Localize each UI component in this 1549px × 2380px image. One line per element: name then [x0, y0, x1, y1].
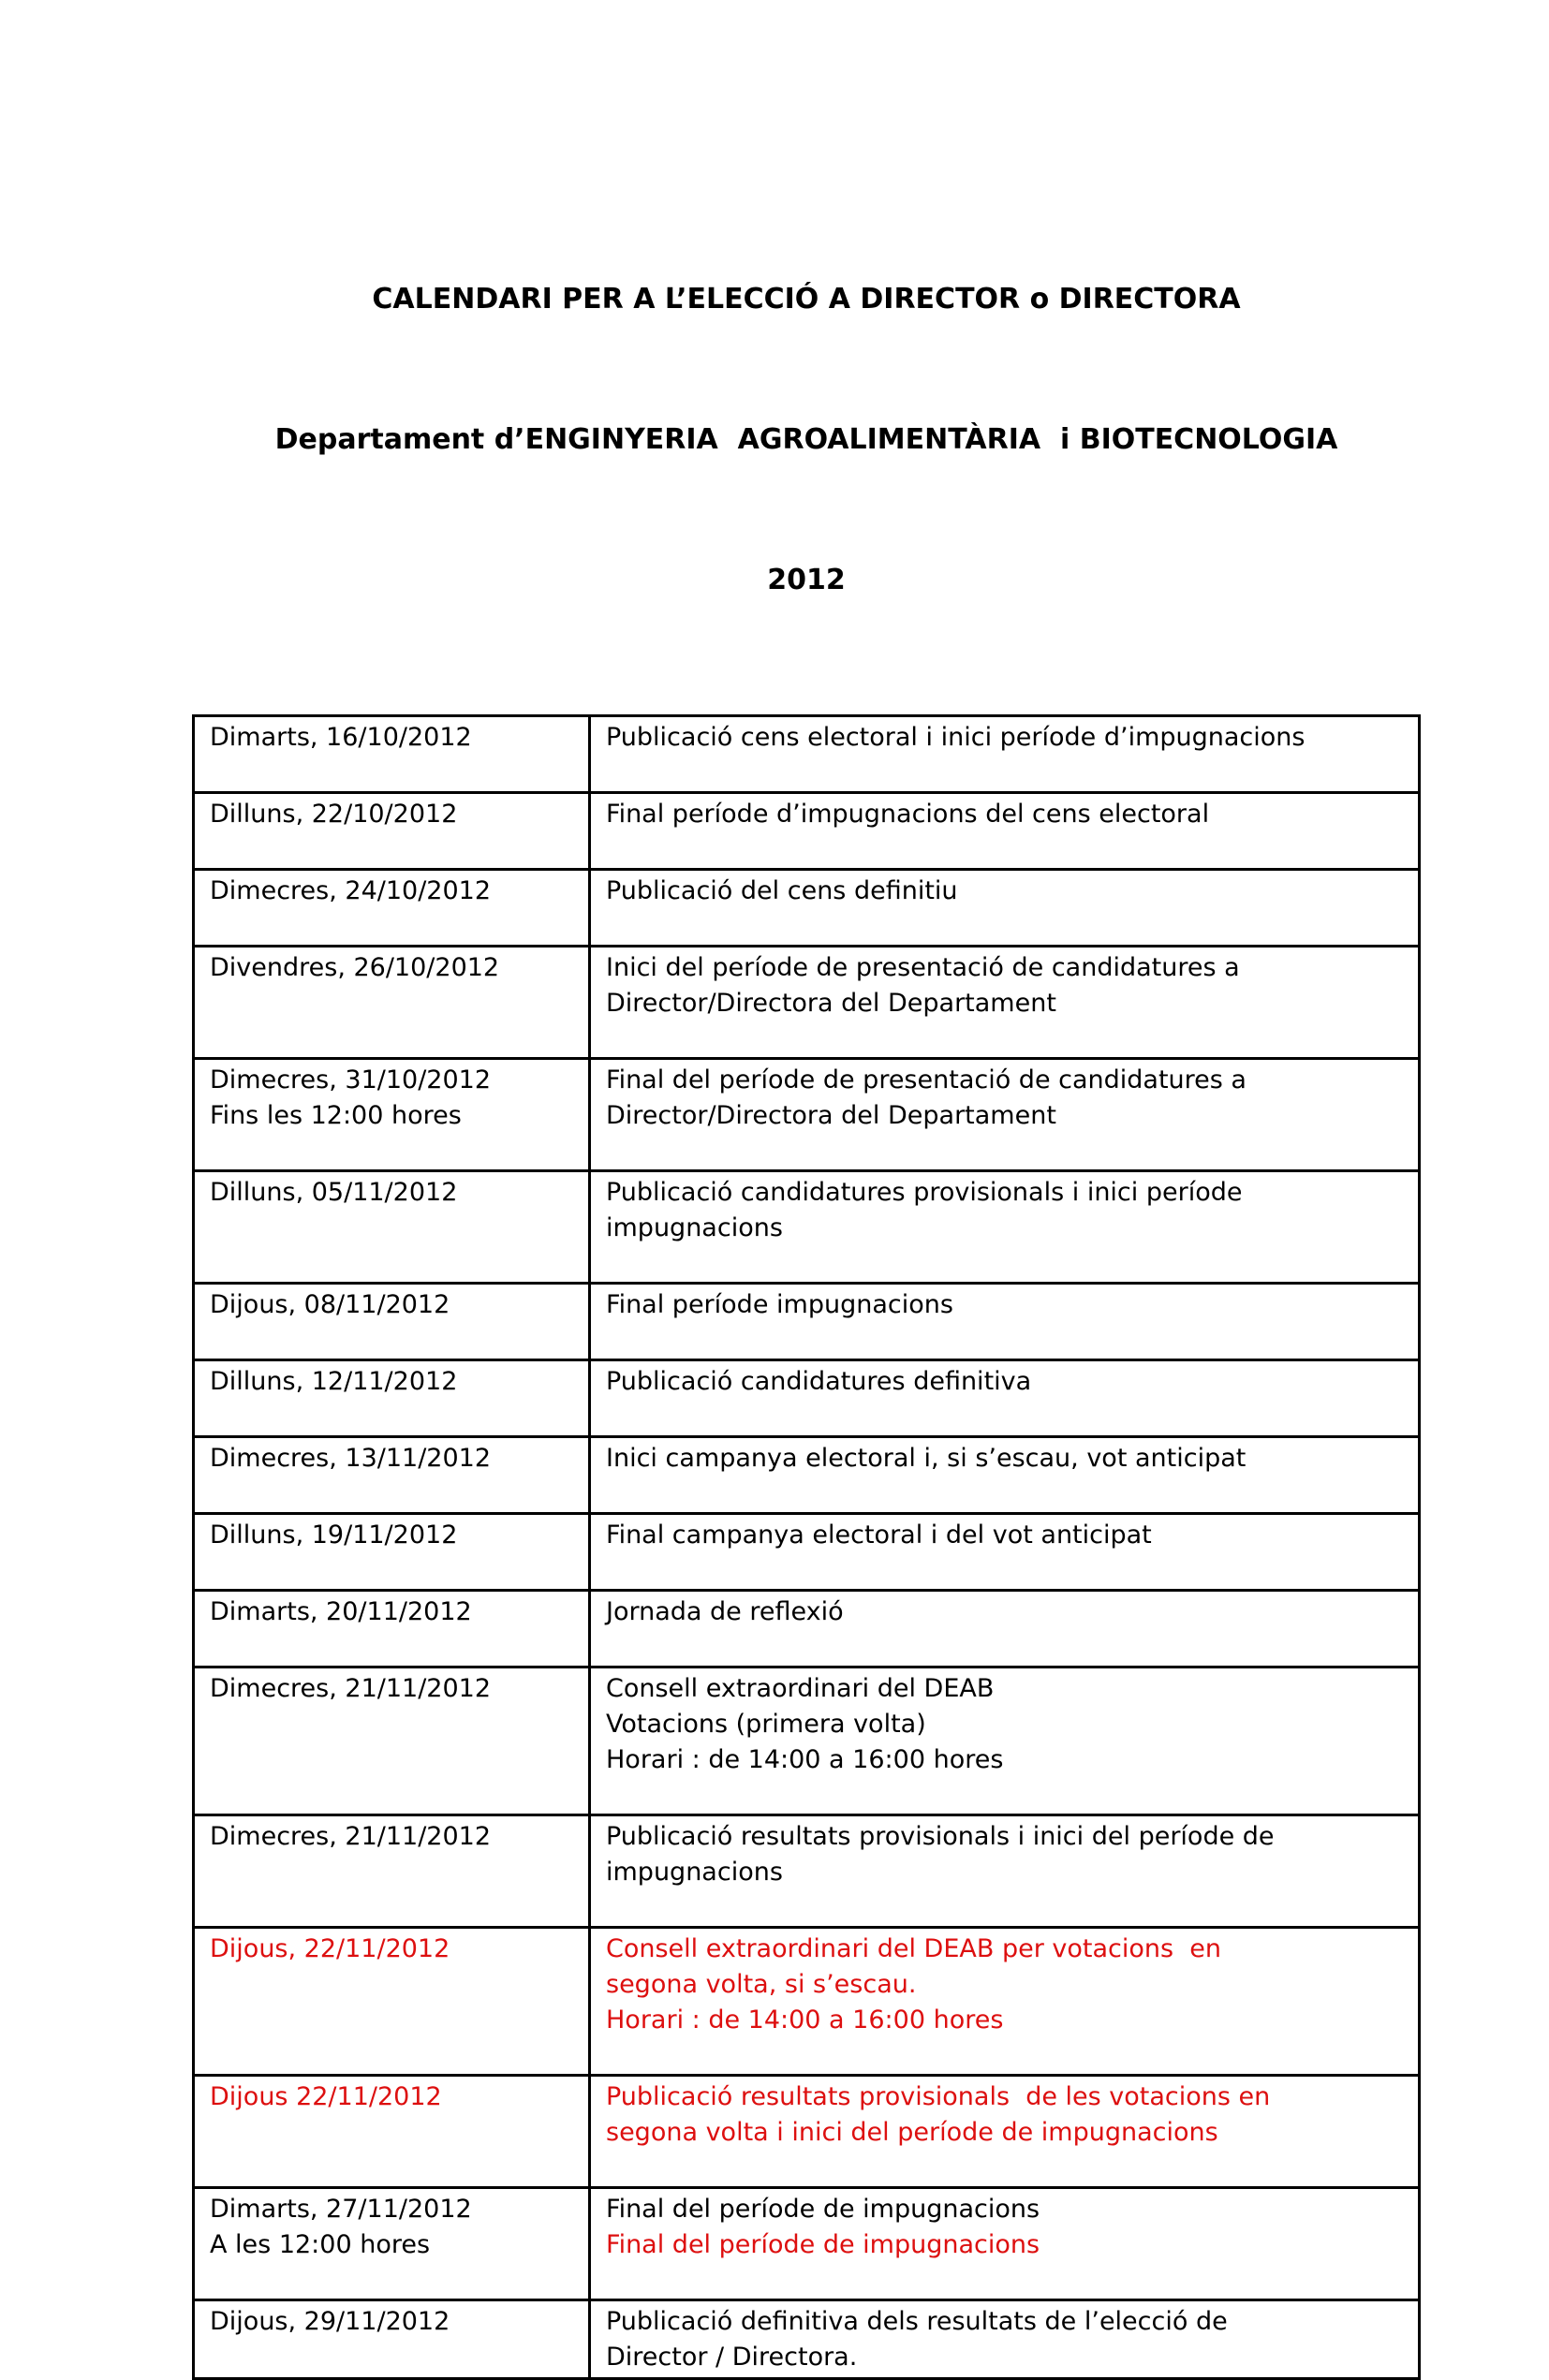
table-row: [194, 793, 1420, 870]
event-text: Final del període de presentació de candidatures a: [606, 1065, 1247, 1095]
event-cell: [590, 2188, 1420, 2300]
table-row: [194, 870, 1420, 947]
event-text: Director/Directora del Departament: [606, 989, 1056, 1018]
date-cell: [194, 1171, 590, 1284]
date-text: Dilluns, 05/11/2012: [210, 1178, 458, 1207]
election-calendar-table: [192, 714, 1421, 2380]
date-cell: [194, 2188, 590, 2300]
date-cell: [194, 716, 590, 793]
date-cell: [194, 1059, 590, 1171]
date-text: Dimecres, 21/11/2012: [210, 1822, 492, 1851]
event-text: Publicació candidatures provisionals i inici període: [606, 1178, 1243, 1207]
event-text: Jornada de reflexió: [606, 1597, 844, 1626]
event-text: Publicació resultats provisionals i inici del període de: [606, 1822, 1275, 1851]
date-text: Dimecres, 21/11/2012: [210, 1674, 492, 1703]
event-text: Publicació definitiva dels resultats de l’elecció de: [606, 2307, 1228, 2336]
event-cell: [590, 1437, 1420, 1514]
date-cell: [194, 1667, 590, 1815]
date-text: Fins les 12:00 hores: [210, 1101, 462, 1130]
event-cell: [590, 1928, 1420, 2076]
event-cell: [590, 2076, 1420, 2188]
date-text: Dilluns, 22/10/2012: [210, 800, 458, 829]
event-text: Director/Directora del Departament: [606, 1101, 1056, 1130]
table-row: [194, 1437, 1420, 1514]
date-text: Dimarts, 20/11/2012: [210, 1597, 472, 1626]
date-cell: [194, 793, 590, 870]
event-cell: [590, 1815, 1420, 1928]
table-row: [194, 1514, 1420, 1591]
date-text: Dimarts, 27/11/2012: [210, 2195, 472, 2224]
document-year: 2012: [767, 564, 846, 596]
event-cell: [590, 870, 1420, 947]
event-cell: [590, 1360, 1420, 1437]
event-text: impugnacions: [606, 1858, 783, 1887]
event-cell: [590, 1667, 1420, 1815]
table-row: [194, 2076, 1420, 2188]
event-text: Horari : de 14:00 a 16:00 hores: [606, 1745, 1004, 1774]
event-text: Final del període de impugnacions: [606, 2195, 1040, 2224]
calendar-table-body: [194, 716, 1420, 2379]
event-cell: [590, 1284, 1420, 1360]
event-text: Final període d’impugnacions del cens electoral: [606, 800, 1210, 829]
event-text: Votacions (primera volta): [606, 1710, 926, 1739]
event-text: segona volta i inici del període de impugnacions: [606, 2118, 1218, 2147]
table-row: [194, 1928, 1420, 2076]
event-cell: [590, 1514, 1420, 1591]
event-cell: [590, 2300, 1420, 2379]
event-text: Publicació resultats provisionals de les votacions en: [606, 2082, 1271, 2111]
table-row: [194, 2188, 1420, 2300]
date-cell: [194, 947, 590, 1059]
date-cell: [194, 1360, 590, 1437]
document-subtitle: Departament d’ENGINYERIA AGROALIMENTÀRIA i BIOTECNOLOGIA: [274, 423, 1338, 456]
event-text: Final període impugnacions: [606, 1290, 953, 1319]
table-row: [194, 1360, 1420, 1437]
table-row: [194, 716, 1420, 793]
date-text: Dilluns, 19/11/2012: [210, 1521, 458, 1550]
table-row: [194, 1667, 1420, 1815]
date-cell: [194, 1514, 590, 1591]
date-text: Dimarts, 16/10/2012: [210, 723, 472, 752]
table-row: [194, 1284, 1420, 1360]
date-text: Dijous 22/11/2012: [210, 2082, 442, 2111]
table-row: [194, 947, 1420, 1059]
event-cell: [590, 947, 1420, 1059]
date-text: Dimecres, 31/10/2012: [210, 1065, 492, 1095]
table-row: [194, 1815, 1420, 1928]
date-text: Dijous, 08/11/2012: [210, 1290, 450, 1319]
event-text: segona volta, si s’escau.: [606, 1970, 917, 1999]
event-text: Consell extraordinari del DEAB per votacions en: [606, 1934, 1221, 1963]
date-cell: [194, 1284, 590, 1360]
date-text: Divendres, 26/10/2012: [210, 953, 500, 982]
event-text: Publicació cens electoral i inici període d’impugnacions: [606, 723, 1306, 752]
date-cell: [194, 1437, 590, 1514]
date-cell: [194, 2300, 590, 2379]
event-cell: [590, 1171, 1420, 1284]
event-text: Final del període de impugnacions: [606, 2230, 1040, 2259]
event-cell: [590, 793, 1420, 870]
table-row: [194, 1059, 1420, 1171]
date-cell: [194, 1591, 590, 1667]
table-row: [194, 1171, 1420, 1284]
date-text: Dimecres, 13/11/2012: [210, 1444, 492, 1473]
event-text: Inici campanya electoral i, si s’escau, vot anticipat: [606, 1444, 1247, 1473]
event-text: Director / Directora.: [606, 2343, 858, 2372]
date-text: Dilluns, 12/11/2012: [210, 1367, 458, 1396]
event-text: Final campanya electoral i del vot anticipat: [606, 1521, 1152, 1550]
event-text: Publicació candidatures definitiva: [606, 1367, 1032, 1396]
date-text: Dijous, 29/11/2012: [210, 2307, 450, 2336]
document-title-block: [192, 183, 1421, 698]
table-row: [194, 2300, 1420, 2379]
date-cell: [194, 1815, 590, 1928]
date-cell: [194, 2076, 590, 2188]
date-cell: [194, 1928, 590, 2076]
document-page: [0, 183, 1549, 2373]
date-text: A les 12:00 hores: [210, 2230, 431, 2259]
table-row: [194, 1591, 1420, 1667]
date-text: Dimecres, 24/10/2012: [210, 876, 492, 905]
event-cell: [590, 716, 1420, 793]
date-text: Dijous, 22/11/2012: [210, 1934, 450, 1963]
event-text: Horari : de 14:00 a 16:00 hores: [606, 2005, 1004, 2035]
event-text: Consell extraordinari del DEAB: [606, 1674, 995, 1703]
event-text: Inici del període de presentació de candidatures a: [606, 953, 1240, 982]
event-cell: [590, 1059, 1420, 1171]
event-text: impugnacions: [606, 1213, 783, 1242]
event-cell: [590, 1591, 1420, 1667]
document-title: CALENDARI PER A L’ELECCIÓ A DIRECTOR o DIRECTORA: [372, 283, 1241, 316]
date-cell: [194, 870, 590, 947]
event-text: Publicació del cens definitiu: [606, 876, 958, 905]
